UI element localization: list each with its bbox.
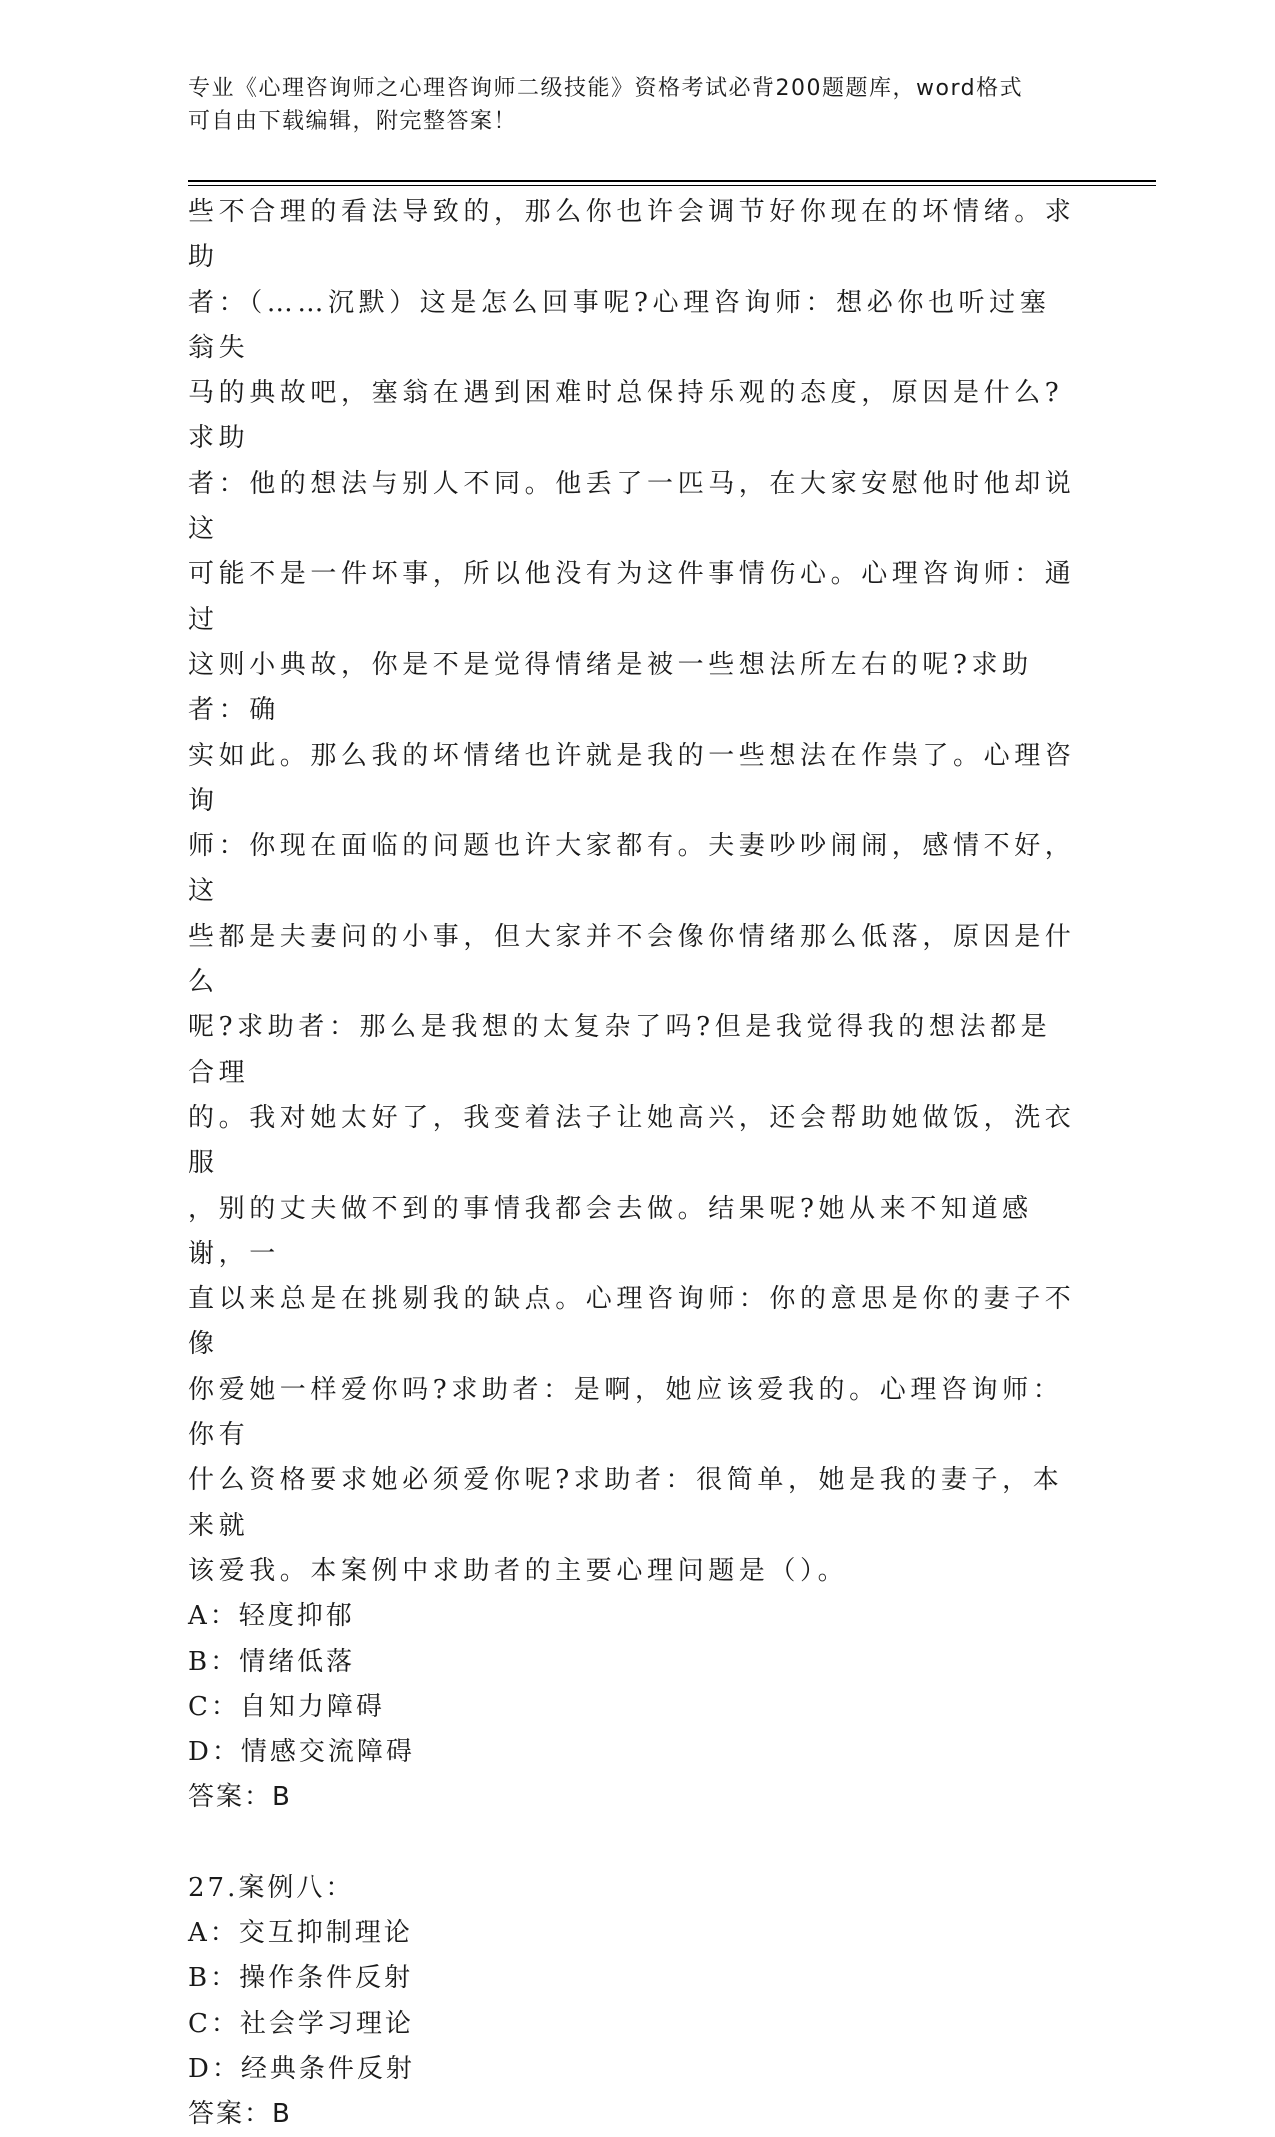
- stem-line: 师：你现在面临的问题也许大家都有。夫妻吵吵闹闹，感情不好，这: [188, 831, 1076, 907]
- answer: 答案：B: [188, 1782, 292, 1813]
- question-26-stem: [188, 190, 1078, 1594]
- stem-line: 些不合理的看法导致的，那么你也许会调节好你现在的坏情绪。求助: [188, 197, 1076, 273]
- option-c: C：社会学习理论: [188, 2008, 414, 2039]
- stem-line: 该爱我。本案例中求助者的主要心理问题是（）。: [188, 1555, 849, 1586]
- stem-line: 者：（……沉默）这是怎么回事呢?心理咨询师：想必你也听过塞翁失: [188, 287, 1051, 363]
- option-b: B：情绪低落: [188, 1646, 356, 1677]
- document-body: [188, 190, 1078, 2137]
- option-b: B：操作条件反射: [188, 1963, 414, 1994]
- question-26: [188, 190, 1078, 1821]
- stem-line: 者：他的想法与别人不同。他丢了一匹马，在大家安慰他时他却说这: [188, 468, 1076, 545]
- stem-line: 实如此。那么我的坏情绪也许就是我的一些想法在作祟了。心理咨询: [188, 740, 1076, 816]
- stem-line: 呢?求助者：那么是我想的太复杂了吗?但是我觉得我的想法都是合理: [188, 1012, 1052, 1088]
- stem-line: ，别的丈夫做不到的事情我都会去做。结果呢?她从来不知道感谢，一: [188, 1193, 1033, 1269]
- header-divider-thick: [188, 180, 1156, 182]
- option-d: D：情感交流障碍: [188, 1737, 415, 1768]
- option-c: C：自知力障碍: [188, 1691, 385, 1722]
- stem-line: 的。我对她太好了，我变着法子让她高兴，还会帮助她做饭，洗衣服: [188, 1102, 1076, 1179]
- question-27: [188, 1866, 1078, 2137]
- stem-line: 些都是夫妻问的小事，但大家并不会像你情绪那么低落，原因是什么: [188, 921, 1076, 998]
- option-a: A：轻度抑郁: [188, 1601, 355, 1632]
- header-line-1: 专业《心理咨询师之心理咨询师二级技能》资格考试必背200题题库，word格式: [188, 76, 1024, 101]
- spacer: [188, 1821, 1078, 1866]
- document-header: [188, 72, 1068, 138]
- stem-line: 可能不是一件坏事，所以他没有为这件事情伤心。心理咨询师：通过: [188, 559, 1076, 635]
- answer: 答案：B: [188, 2099, 292, 2130]
- header-line-2: 可自由下载编辑，附完整答案！: [188, 109, 518, 134]
- header-divider-thin: [188, 185, 1156, 186]
- option-d: D：经典条件反射: [188, 2053, 415, 2084]
- stem-line: 马的典故吧，塞翁在遇到困难时总保持乐观的态度，原因是什么?求助: [188, 378, 1064, 454]
- stem-line: 直以来总是在挑剔我的缺点。心理咨询师：你的意思是你的妻子不像: [188, 1284, 1076, 1360]
- stem-line: 什么资格要求她必须爱你呢?求助者：很简单，她是我的妻子，本来就: [188, 1465, 1064, 1541]
- option-a: A：交互抑制理论: [188, 1917, 413, 1948]
- stem-line: 这则小典故，你是不是觉得情绪是被一些想法所左右的呢?求助者：确: [188, 649, 1033, 726]
- stem-line: 你爱她一样爱你吗?求助者：是啊，她应该爱我的。心理咨询师：你有: [188, 1374, 1064, 1451]
- question-title: 27.案例八：: [188, 1872, 355, 1903]
